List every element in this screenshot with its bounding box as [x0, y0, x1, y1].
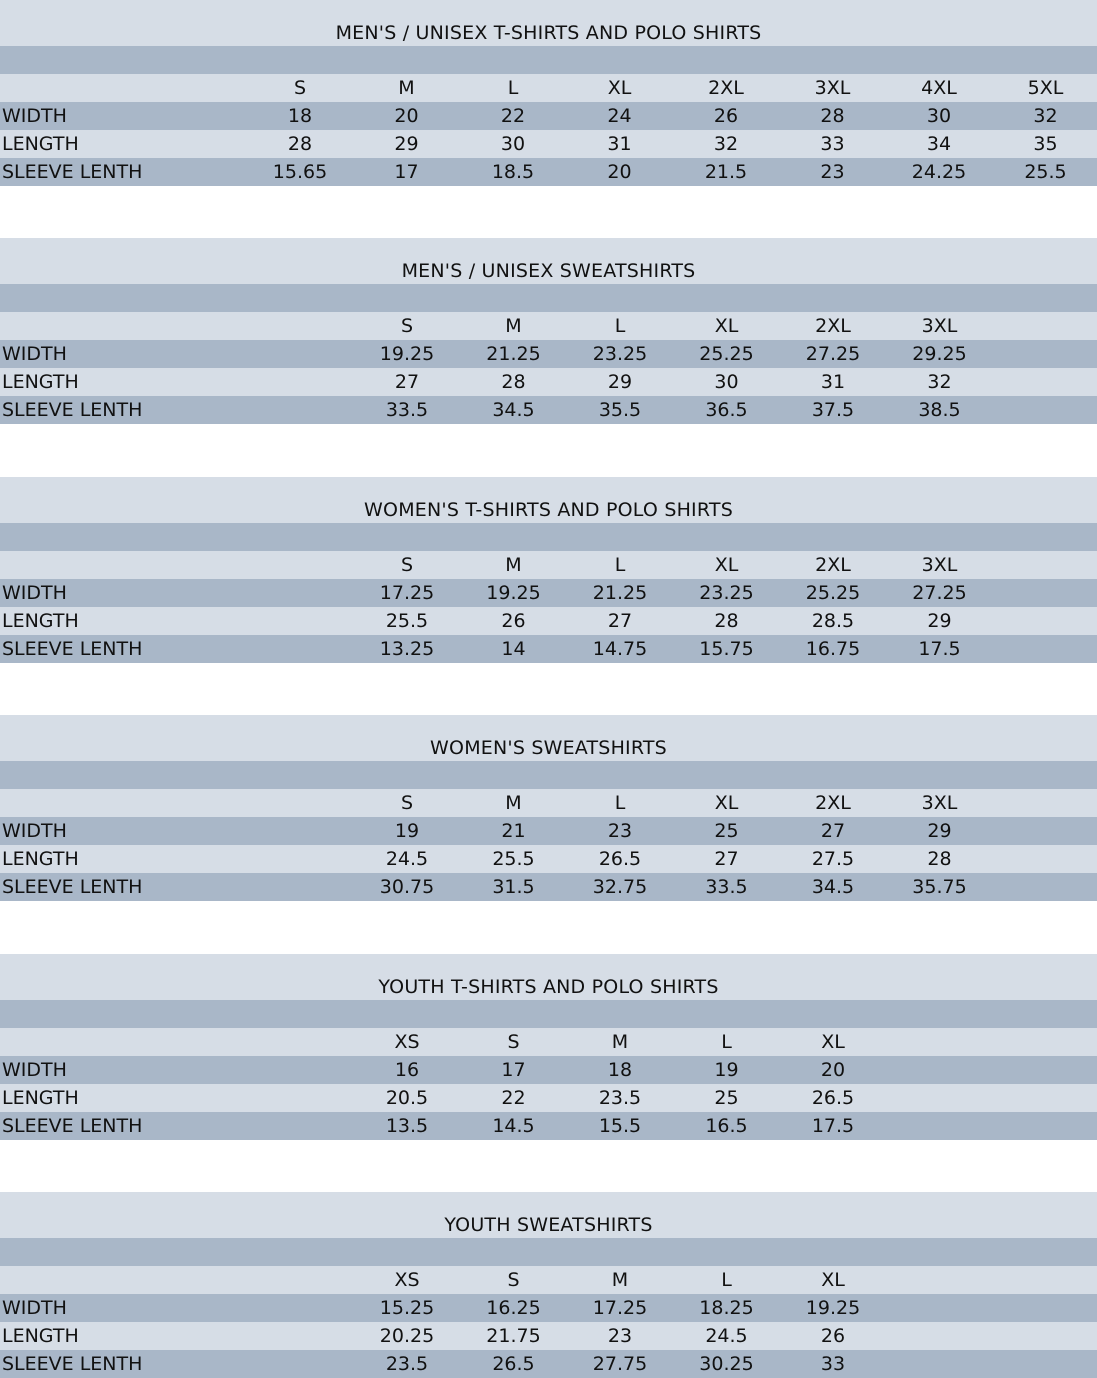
measurement-value: 16.25: [486, 1297, 541, 1319]
size-header-row: [0, 74, 1097, 102]
measurement-label: WIDTH: [2, 1297, 67, 1319]
measurement-label: WIDTH: [2, 582, 67, 604]
size-header-s: S: [400, 792, 414, 814]
chart-title-row: [0, 0, 1097, 46]
measurement-value: 21.25: [592, 582, 648, 604]
measurement-value: 32: [713, 133, 739, 155]
measurement-value: 19.25: [379, 343, 435, 365]
measurement-value: 23.25: [699, 582, 754, 604]
measurement-value: 30: [714, 371, 739, 393]
measurement-value: 33.5: [385, 399, 429, 421]
chart-title: YOUTH T-SHIRTS AND POLO SHIRTS: [378, 976, 719, 998]
size-header-3xl: 3XL: [921, 315, 958, 337]
size-header-3xl: 3XL: [921, 554, 958, 576]
measurement-value: 16: [394, 1059, 420, 1081]
size-header-row: [0, 1266, 1097, 1294]
size-header-m: M: [505, 315, 522, 337]
measurement-value: 25: [714, 820, 739, 842]
size-header-s: S: [507, 1031, 520, 1053]
measurement-row-length: [0, 130, 1097, 158]
chart-title-row: [0, 1192, 1097, 1238]
measurement-value: 15.65: [272, 161, 328, 183]
size-header-2xl: 2XL: [815, 554, 851, 576]
measurement-row-sleeve-lenth: [0, 1112, 1097, 1140]
chart-title: YOUTH SWEATSHIRTS: [444, 1214, 653, 1236]
measurement-label: SLEEVE LENTH: [2, 161, 143, 183]
size-header-2xl: 2XL: [708, 77, 744, 99]
measurement-value: 28: [927, 848, 952, 870]
chart-title-row: [0, 238, 1097, 284]
size-chart-youth-t-shirts-and-polo-shirts: [0, 954, 1097, 1140]
measurement-label: LENGTH: [2, 610, 79, 632]
size-header-l: L: [614, 554, 626, 576]
measurement-label: LENGTH: [2, 1325, 79, 1347]
measurement-value: 15.75: [699, 638, 754, 660]
size-header-4xl: 4XL: [921, 77, 957, 99]
measurement-value: 17: [501, 1059, 526, 1081]
measurement-value: 28: [820, 105, 845, 127]
size-header-xl: XL: [607, 77, 632, 99]
measurement-row-length: [0, 607, 1097, 635]
measurement-value: 31.5: [492, 876, 535, 898]
size-header-l: L: [721, 1269, 732, 1291]
measurement-value: 19.25: [486, 582, 541, 604]
measurement-value: 15.25: [379, 1297, 435, 1319]
chart-spacer-band: [0, 523, 1097, 551]
size-chart-women-s-sweatshirts: [0, 715, 1097, 901]
measurement-value: 23: [820, 161, 845, 183]
measurement-value: 26.5: [492, 1353, 535, 1375]
measurement-value: 29: [927, 820, 952, 842]
measurement-value: 32: [927, 371, 952, 393]
measurement-value: 22: [500, 105, 526, 127]
measurement-value: 17.25: [379, 582, 435, 604]
chart-title: MEN'S / UNISEX SWEATSHIRTS: [401, 260, 696, 282]
size-header-xs: XS: [394, 1269, 420, 1291]
measurement-label: LENGTH: [2, 1087, 79, 1109]
measurement-label: LENGTH: [2, 371, 79, 393]
measurement-value: 34.5: [492, 399, 535, 421]
size-header-5xl: 5XL: [1027, 77, 1064, 99]
size-header-s: S: [507, 1269, 520, 1291]
measurement-value: 28.5: [811, 610, 855, 632]
size-header-xl: XL: [714, 315, 739, 337]
size-header-l: L: [614, 315, 626, 337]
measurement-value: 27: [820, 820, 846, 842]
measurement-value: 13.5: [385, 1115, 429, 1137]
size-header-m: M: [611, 1031, 629, 1053]
measurement-value: 25.5: [492, 848, 535, 870]
measurement-value: 27: [607, 610, 633, 632]
measurement-value: 13.25: [379, 638, 435, 660]
measurement-value: 27: [714, 848, 739, 870]
measurement-label: WIDTH: [2, 1059, 67, 1081]
measurement-value: 24.5: [385, 848, 429, 870]
measurement-label: SLEEVE LENTH: [2, 399, 143, 421]
size-header-row: [0, 1028, 1097, 1056]
measurement-value: 23: [607, 1325, 633, 1347]
chart-spacer-band: [0, 761, 1097, 789]
measurement-value: 21.75: [486, 1325, 541, 1347]
size-header-row: [0, 551, 1097, 579]
measurement-value: 16.75: [805, 638, 861, 660]
measurement-value: 22: [501, 1087, 526, 1109]
measurement-value: 21.5: [704, 161, 748, 183]
measurement-value: 20.25: [379, 1325, 435, 1347]
measurement-row-width: [0, 1294, 1097, 1322]
measurement-value: 25.25: [805, 582, 861, 604]
measurement-row-sleeve-lenth: [0, 635, 1097, 663]
measurement-value: 30: [926, 105, 952, 127]
measurement-value: 36.5: [705, 399, 748, 421]
measurement-value: 26: [713, 105, 739, 127]
measurement-value: 18.5: [491, 161, 535, 183]
measurement-label: WIDTH: [2, 343, 67, 365]
measurement-row-length: [0, 845, 1097, 873]
measurement-value: 33: [820, 133, 845, 155]
size-header-xl: XL: [714, 554, 739, 576]
measurement-value: 25.5: [385, 610, 429, 632]
chart-title: WOMEN'S SWEATSHIRTS: [430, 737, 667, 759]
measurement-value: 20: [820, 1059, 846, 1081]
chart-spacer-band: [0, 1238, 1097, 1266]
measurement-value: 21.25: [486, 343, 541, 365]
size-header-xl: XL: [714, 792, 739, 814]
size-chart-men-s-unisex-t-shirts-and-polo-shirts: [0, 0, 1097, 186]
measurement-value: 34.5: [811, 876, 855, 898]
size-header-xl: XL: [821, 1269, 845, 1291]
measurement-value: 29.25: [912, 343, 967, 365]
measurement-row-length: [0, 1084, 1097, 1112]
measurement-value: 27.5: [811, 848, 855, 870]
measurement-value: 18: [287, 105, 313, 127]
measurement-label: WIDTH: [2, 820, 67, 842]
measurement-value: 30: [500, 133, 526, 155]
chart-spacer-band: [0, 1000, 1097, 1028]
measurement-value: 17.5: [811, 1115, 855, 1137]
measurement-value: 26.5: [811, 1087, 855, 1109]
measurement-value: 38.5: [918, 399, 961, 421]
size-header-xl: XL: [821, 1031, 845, 1053]
measurement-value: 18: [607, 1059, 633, 1081]
measurement-value: 27.25: [805, 343, 861, 365]
measurement-value: 33.5: [705, 876, 748, 898]
measurement-label: WIDTH: [2, 105, 67, 127]
size-header-xs: XS: [394, 1031, 420, 1053]
size-header-3xl: 3XL: [921, 792, 958, 814]
measurement-value: 21: [501, 820, 526, 842]
measurement-label: LENGTH: [2, 133, 79, 155]
measurement-value: 26: [501, 610, 526, 632]
size-header-m: M: [398, 77, 415, 99]
size-header-m: M: [611, 1269, 629, 1291]
measurement-value: 35.75: [912, 876, 967, 898]
measurement-label: SLEEVE LENTH: [2, 1353, 143, 1375]
measurement-row-sleeve-lenth: [0, 873, 1097, 901]
measurement-value: 23.5: [598, 1087, 642, 1109]
measurement-value: 28: [501, 371, 526, 393]
measurement-value: 17: [394, 161, 419, 183]
measurement-value: 26: [820, 1325, 846, 1347]
measurement-row-width: [0, 817, 1097, 845]
measurement-value: 15.5: [598, 1115, 642, 1137]
measurement-label: SLEEVE LENTH: [2, 876, 143, 898]
measurement-value: 14: [501, 638, 526, 660]
measurement-value: 18.25: [699, 1297, 754, 1319]
measurement-value: 35.5: [598, 399, 642, 421]
size-header-2xl: 2XL: [815, 792, 851, 814]
measurement-value: 27.75: [592, 1353, 648, 1375]
size-header-s: S: [400, 554, 414, 576]
size-header-2xl: 2XL: [815, 315, 851, 337]
size-header-row: [0, 789, 1097, 817]
measurement-value: 14.75: [592, 638, 648, 660]
measurement-value: 31: [607, 133, 632, 155]
measurement-row-length: [0, 1322, 1097, 1350]
measurement-value: 16.5: [705, 1115, 748, 1137]
measurement-value: 32.75: [592, 876, 648, 898]
chart-spacer-band: [0, 46, 1097, 74]
measurement-value: 19: [394, 820, 420, 842]
chart-title-row: [0, 477, 1097, 523]
size-chart-youth-sweatshirts: [0, 1192, 1097, 1378]
measurement-value: 29: [607, 371, 633, 393]
measurement-value: 24: [607, 105, 632, 127]
measurement-row-sleeve-lenth: [0, 158, 1097, 186]
measurement-value: 25.25: [699, 343, 754, 365]
measurement-value: 17.25: [592, 1297, 648, 1319]
size-chart-women-s-t-shirts-and-polo-shirts: [0, 477, 1097, 663]
measurement-value: 37.5: [811, 399, 855, 421]
measurement-value: 25.5: [1024, 161, 1067, 183]
size-header-l: L: [721, 1031, 732, 1053]
measurement-value: 26.5: [598, 848, 642, 870]
measurement-label: SLEEVE LENTH: [2, 638, 143, 660]
measurement-value: 34: [926, 133, 952, 155]
size-header-m: M: [505, 554, 522, 576]
measurement-value: 20.5: [385, 1087, 429, 1109]
measurement-label: LENGTH: [2, 848, 79, 870]
measurement-value: 28: [287, 133, 313, 155]
measurement-row-width: [0, 1056, 1097, 1084]
measurement-value: 23.25: [592, 343, 648, 365]
measurement-value: 28: [714, 610, 739, 632]
measurement-value: 32: [1033, 105, 1058, 127]
measurement-value: 33: [820, 1353, 846, 1375]
measurement-row-sleeve-lenth: [0, 396, 1097, 424]
measurement-value: 30.25: [699, 1353, 754, 1375]
measurement-value: 29: [394, 133, 419, 155]
size-header-s: S: [293, 77, 307, 99]
measurement-value: 19: [714, 1059, 739, 1081]
measurement-row-width: [0, 579, 1097, 607]
measurement-value: 29: [927, 610, 952, 632]
chart-title: WOMEN'S T-SHIRTS AND POLO SHIRTS: [364, 499, 733, 521]
measurement-label: SLEEVE LENTH: [2, 1115, 143, 1137]
measurement-value: 35: [1033, 133, 1058, 155]
measurement-value: 27.25: [912, 582, 967, 604]
measurement-value: 23.5: [385, 1353, 429, 1375]
measurement-value: 20: [607, 161, 632, 183]
measurement-value: 23: [607, 820, 633, 842]
measurement-value: 19.25: [805, 1297, 861, 1319]
measurement-value: 17.5: [918, 638, 961, 660]
chart-title-row: [0, 715, 1097, 761]
measurement-value: 24.25: [911, 161, 967, 183]
size-header-l: L: [507, 77, 519, 99]
chart-title: MEN'S / UNISEX T-SHIRTS AND POLO SHIRTS: [335, 22, 762, 44]
measurement-row-width: [0, 340, 1097, 368]
chart-spacer-band: [0, 284, 1097, 312]
size-chart-men-s-unisex-sweatshirts: [0, 238, 1097, 424]
size-header-row: [0, 312, 1097, 340]
size-header-3xl: 3XL: [814, 77, 851, 99]
measurement-value: 25: [714, 1087, 739, 1109]
measurement-value: 27: [394, 371, 420, 393]
measurement-row-length: [0, 368, 1097, 396]
measurement-value: 14.5: [492, 1115, 535, 1137]
measurement-row-width: [0, 102, 1097, 130]
size-header-l: L: [614, 792, 626, 814]
chart-title-row: [0, 954, 1097, 1000]
size-header-m: M: [505, 792, 522, 814]
measurement-value: 30.75: [379, 876, 435, 898]
measurement-value: 24.5: [705, 1325, 748, 1347]
measurement-value: 31: [820, 371, 846, 393]
size-header-s: S: [400, 315, 414, 337]
measurement-value: 20: [394, 105, 419, 127]
